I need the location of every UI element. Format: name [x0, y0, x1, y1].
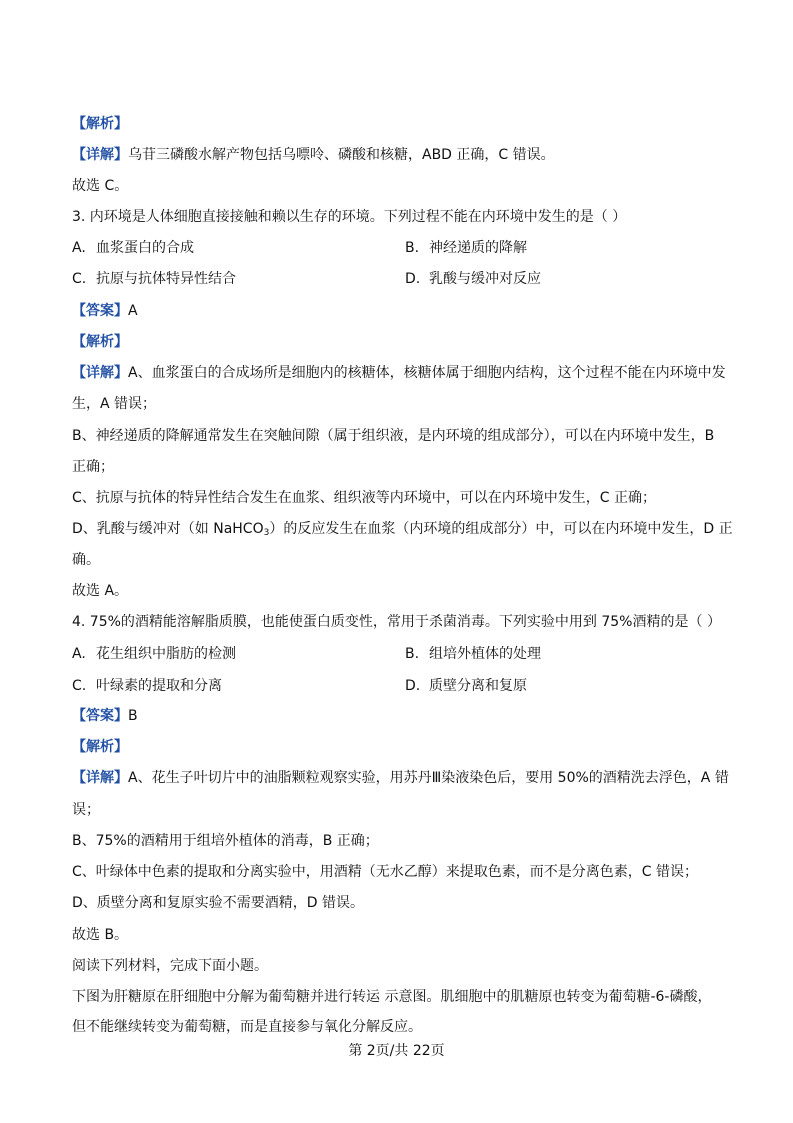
answer-line — [72, 302, 722, 320]
answer-label: 【答案】 — [72, 303, 128, 319]
detail-text: C、叶绿体中色素的提取和分离实验中，用酒精（无水乙醇）来提取色素，而不是分离色素，C 错误； — [72, 864, 698, 880]
detail-text-chem — [72, 520, 733, 542]
option-letter: C. — [72, 271, 87, 287]
question-4-stem: 4. 75%的酒精能溶解脂质膜，也能使蛋白质变性，常用于杀菌消毒。下列实验中用到 75%酒精的是（ ） — [72, 614, 721, 630]
option-letter: A. — [72, 240, 86, 256]
detail-text: 误； — [72, 802, 100, 818]
detail-text: ）的反应发生在血浆（内环境的组成部分）中，可以在内环境中发生，D 正 — [269, 521, 733, 537]
option-letter: D. — [405, 678, 421, 694]
option-letter: A. — [72, 646, 86, 662]
detail-text: A、血浆蛋白的合成场所是细胞内的核糖体，核糖体属于细胞内结构，这个过程不能在内环境中发 — [128, 365, 726, 381]
option-text: 血浆蛋白的合成 — [96, 240, 194, 256]
material-text: 但不能继续转变为葡萄糖，而是直接参与氧化分解反应。 — [72, 1019, 422, 1035]
answer-value: B — [128, 708, 138, 724]
option-text: 质壁分离和复原 — [429, 678, 527, 694]
option-b — [405, 239, 527, 257]
answer-line — [72, 707, 722, 725]
conclusion-text: 故选 A。 — [72, 583, 129, 599]
option-a — [72, 239, 194, 257]
detail-text: D、乳酸与缓冲对（如 NaHCO — [72, 521, 264, 537]
conclusion-text: 故选 C。 — [72, 178, 129, 194]
detail-label: 【详解】 — [72, 147, 128, 163]
option-b — [405, 645, 541, 663]
conclusion-text: 故选 B。 — [72, 927, 129, 943]
option-c — [72, 677, 222, 695]
detail-text: A、花生子叶切片中的油脂颗粒观察实验，用苏丹Ⅲ染液染色后，要用 50%的酒精洗去浮色，A 错 — [128, 770, 729, 786]
material-intro: 阅读下列材料，完成下面小题。 — [72, 958, 268, 974]
detail-text: 正确； — [72, 459, 114, 475]
page-number: 第 2页/共 22页 — [348, 1043, 445, 1059]
option-letter: D. — [405, 271, 421, 287]
detail-paragraph — [72, 364, 726, 382]
question-3-stem: 3. 内环境是人体细胞直接接触和赖以生存的环境。下列过程不能在内环境中发生的是（ ） — [72, 209, 627, 225]
answer-value: A — [128, 303, 138, 319]
option-letter: C. — [72, 678, 87, 694]
analysis-label: 【解析】 — [72, 116, 128, 132]
detail-text: C、抗原与抗体的特异性结合发生在血浆、组织液等内环境中，可以在内环境中发生，C 正确； — [72, 490, 656, 506]
detail-text: D、质壁分离和复原实验不需要酒精，D 错误。 — [72, 895, 365, 911]
option-text: 抗原与抗体特异性结合 — [96, 271, 236, 287]
option-text: 花生组织中脂肪的检测 — [96, 646, 236, 662]
detail-label: 【详解】 — [72, 770, 128, 786]
answer-label: 【答案】 — [72, 708, 128, 724]
option-text: 组培外植体的处理 — [429, 646, 541, 662]
detail-text: 乌苷三磷酸水解产物包括乌嘌呤、磷酸和核糖，ABD 正确，C 错误。 — [128, 147, 555, 163]
detail-paragraph — [72, 146, 722, 164]
material-text: 下图为肝糖原在肝细胞中分解为葡萄糖并进行转运 示意图。肌细胞中的肌糖原也转变为葡萄糖-6-磷酸， — [72, 989, 712, 1005]
option-d — [405, 677, 527, 695]
detail-paragraph — [72, 769, 729, 787]
option-c — [72, 270, 236, 288]
option-d — [405, 270, 541, 288]
detail-text: 生，A 错误； — [72, 396, 157, 412]
detail-label: 【详解】 — [72, 365, 128, 381]
option-text: 叶绿素的提取和分离 — [96, 678, 222, 694]
option-text: 神经递质的降解 — [429, 240, 527, 256]
option-letter: B. — [405, 240, 420, 256]
analysis-label: 【解析】 — [72, 334, 128, 350]
detail-text: B、75%的酒精用于组培外植体的消毒，B 正确； — [72, 833, 379, 849]
analysis-label: 【解析】 — [72, 739, 128, 755]
option-a — [72, 645, 236, 663]
detail-text: B、神经递质的降解通常发生在突触间隙（属于组织液，是内环境的组成部分），可以在内环境中发生，B — [72, 428, 715, 444]
option-letter: B. — [405, 646, 420, 662]
detail-text: 确。 — [72, 552, 100, 568]
chem-subscript: 3 — [263, 528, 270, 538]
option-text: 乳酸与缓冲对反应 — [429, 271, 541, 287]
